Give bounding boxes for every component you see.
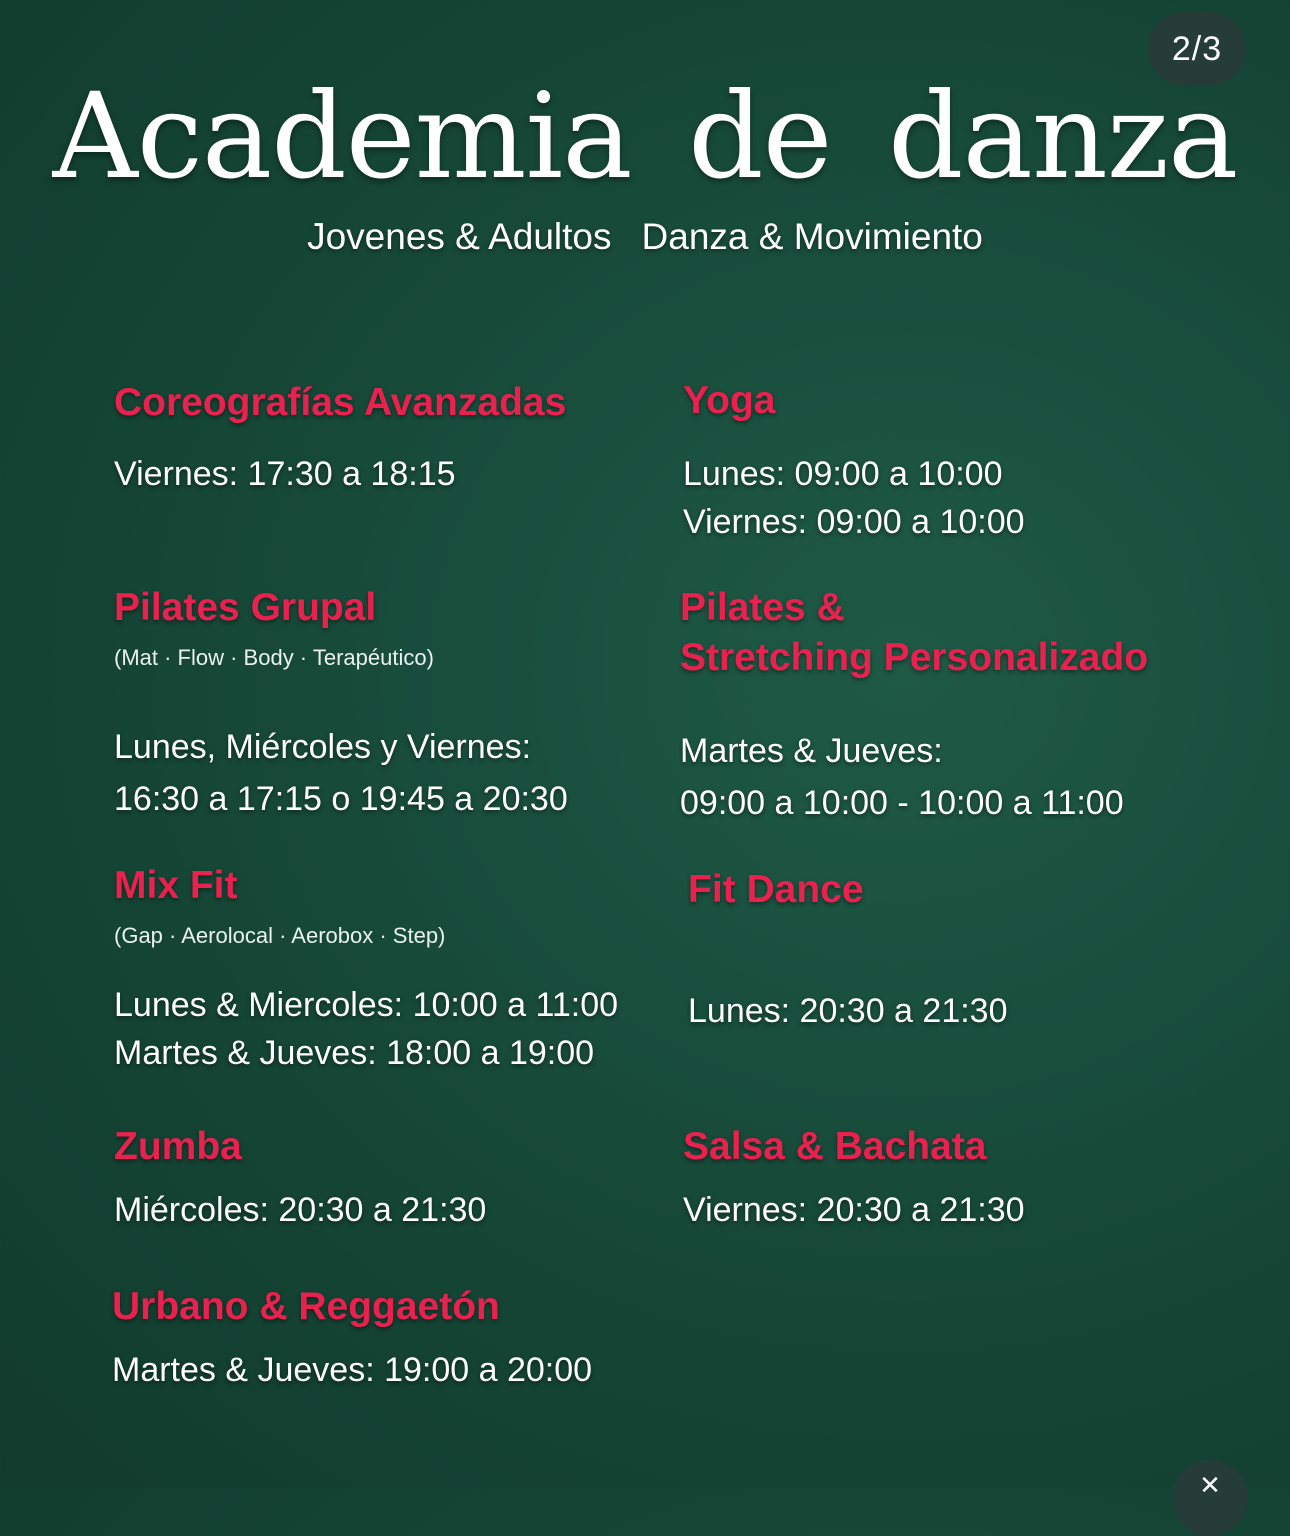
page-subtitle: [0, 216, 1290, 258]
class-title: Mix Fit: [114, 864, 238, 907]
class-schedule: Lunes: 09:00 a 10:00: [683, 455, 1003, 493]
subtitle-category: Danza & Movimiento: [641, 216, 983, 257]
class-schedule: 09:00 a 10:00 - 10:00 a 11:00: [680, 784, 1124, 822]
class-schedule: Martes & Jueves: 18:00 a 19:00: [114, 1034, 595, 1072]
class-title: Urbano & Reggaetón: [112, 1285, 500, 1328]
class-title: Fit Dance: [688, 868, 864, 911]
close-icon: ✕: [1199, 1470, 1221, 1500]
class-title: Pilates Grupal: [114, 586, 377, 629]
class-note: (Gap · Aerolocal · Aerobox · Step): [114, 923, 446, 948]
class-title: Pilates &: [680, 586, 845, 629]
class-title: Zumba: [114, 1125, 242, 1168]
class-note: (Mat · Flow · Body · Terapéutico): [114, 645, 434, 670]
class-mix-fit: [114, 861, 618, 1077]
class-coreografias: [114, 378, 566, 498]
class-schedule: 16:30 a 17:15 o 19:45 a 20:30: [114, 780, 568, 818]
class-title: Coreografías Avanzadas: [114, 381, 567, 424]
class-urbano-reggaeton: [112, 1282, 592, 1394]
class-fit-dance: [688, 865, 1008, 1035]
page-counter: 2/3: [1148, 12, 1246, 86]
class-title: Salsa & Bachata: [683, 1125, 987, 1168]
class-yoga: [683, 376, 1025, 546]
class-schedule: Lunes & Miercoles: 10:00 a 11:00: [114, 986, 619, 1024]
class-schedule: Miércoles: 20:30 a 21:30: [114, 1191, 487, 1229]
subtitle-audience: Jovenes & Adultos: [307, 216, 612, 257]
class-title: Yoga: [683, 379, 776, 422]
class-title: Stretching Personalizado: [680, 636, 1149, 679]
class-schedule: Viernes: 20:30 a 21:30: [683, 1191, 1025, 1229]
class-schedule: Lunes, Miércoles y Viernes:: [114, 728, 532, 766]
class-schedule: Martes & Jueves:: [680, 732, 943, 770]
class-schedule: Lunes: 20:30 a 21:30: [688, 992, 1008, 1030]
class-pilates-personalizado: [680, 583, 1148, 827]
close-button[interactable]: [1172, 1460, 1248, 1536]
page-title: Academia de danza: [52, 67, 1238, 205]
class-zumba: [114, 1122, 486, 1234]
class-schedule: Viernes: 17:30 a 18:15: [114, 455, 456, 493]
class-pilates-grupal: [114, 583, 568, 823]
class-salsa-bachata: [683, 1122, 1025, 1234]
class-schedule: Martes & Jueves: 19:00 a 20:00: [112, 1351, 593, 1389]
class-schedule: Viernes: 09:00 a 10:00: [683, 503, 1025, 541]
